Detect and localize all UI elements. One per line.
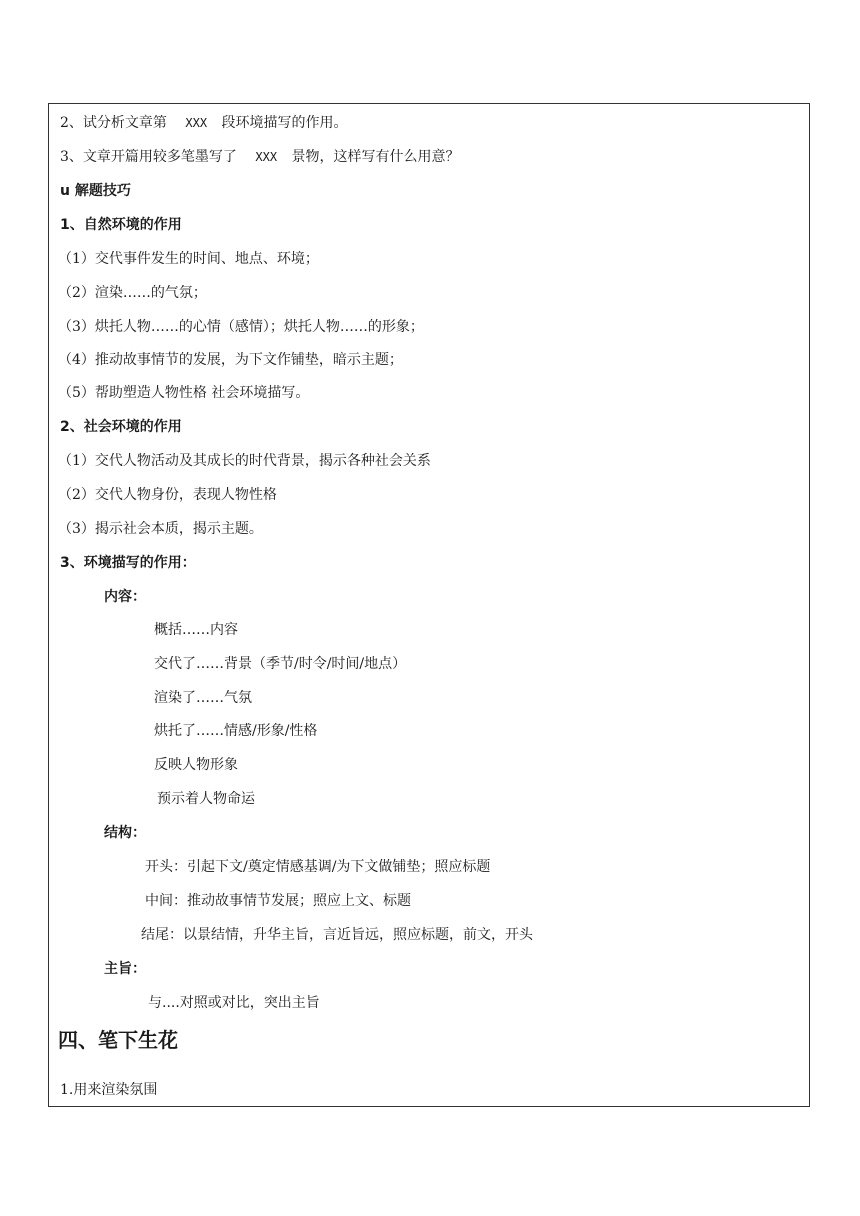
social-item: （1）交代人物活动及其成长的时代背景，揭示各种社会关系 <box>58 453 431 469</box>
question-2 <box>60 114 348 132</box>
content-item: 预示着人物命运 <box>157 791 255 807</box>
section-4-item: 1.用来渲染氛围 <box>60 1082 158 1098</box>
social-item: （2）交代人物身份，表现人物性格 <box>58 487 277 503</box>
question-2-placeholder: XXX <box>185 116 208 130</box>
content-item: 交代了……背景（季节/时令/时间/地点） <box>154 656 407 672</box>
natural-heading: 1、自然环境的作用 <box>60 217 182 233</box>
structure-label: 结构： <box>104 825 146 841</box>
content-item: 渲染了……气氛 <box>154 690 252 706</box>
structure-item: 结尾：以景结情，升华主旨，言近旨远，照应标题，前文，开头 <box>141 927 533 943</box>
structure-item: 中间：推动故事情节发展；照应上文、标题 <box>145 893 411 909</box>
social-item: （3）揭示社会本质，揭示主题。 <box>58 521 263 537</box>
question-2-prefix: 2、试分析文章第 <box>60 115 167 131</box>
question-3-suffix: 景物，这样写有什么用意？ <box>291 149 460 165</box>
theme-item: 与....对照或对比，突出主旨 <box>148 995 320 1011</box>
natural-item: （4）推动故事情节的发展，为下文作铺垫，暗示主题； <box>58 352 403 368</box>
natural-item: （3）烘托人物……的心情（感情）；烘托人物……的形象； <box>58 319 424 335</box>
section-4-heading: 四、笔下生花 <box>58 1028 178 1052</box>
content-item: 概括……内容 <box>154 622 238 638</box>
content-label: 内容： <box>104 589 146 605</box>
natural-item: （1）交代事件发生的时间、地点、环境； <box>58 251 319 267</box>
question-3 <box>60 148 460 166</box>
effects-heading: 3、环境描写的作用： <box>60 555 196 571</box>
question-2-suffix: 段环境描写的作用。 <box>221 115 348 131</box>
structure-item: 开头：引起下文/奠定情感基调/为下文做铺垫；照应标题 <box>145 859 491 875</box>
theme-label: 主旨： <box>104 961 146 977</box>
social-heading: 2、社会环境的作用 <box>60 419 182 435</box>
tips-heading: u 解题技巧 <box>60 183 131 199</box>
question-3-prefix: 3、文章开篇用较多笔墨写了 <box>60 149 237 165</box>
natural-item: （2）渲染……的气氛； <box>58 285 207 301</box>
content-item: 烘托了……情感/形象/性格 <box>154 723 318 739</box>
content-item: 反映人物形象 <box>154 757 238 773</box>
natural-item: （5）帮助塑造人物性格 社会环境描写。 <box>58 385 310 401</box>
question-3-placeholder: XXX <box>255 150 278 164</box>
